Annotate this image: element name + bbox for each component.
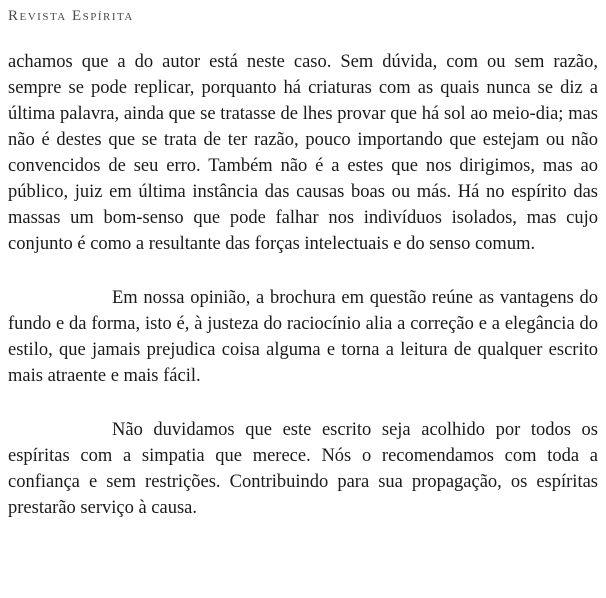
paragraph-2: Em nossa opinião, a brochura em questão reúne as vantagens do fundo e da forma, isto é, à justeza do raciocínio alia a correção e a elegância do estilo, que jamais prejudica coisa alguma e torna a leitura de qualquer escrito mais atraente e mais fácil. xyxy=(8,288,598,386)
paragraph-1: achamos que a do autor está neste caso. Sem dúvida, com ou sem razão, sempre se pode replicar, porquanto há criaturas com as quais nunca se diz a última palavra, ainda que se tratasse de lhes provar que há sol ao meio-dia; mas não é destes que se trata de ter razão, pouco importando que estejam ou não convencidos de seu erro. Também não é a estes que nos dirigimos, mas ao público, juiz em última instância das causas boas ou más. Há no espírito das massas um bom-senso que pode falhar nos indivíduos isolados, mas cujo conjunto é como a resultante das forças intelectuais e do senso comum. xyxy=(8,52,598,254)
body-text xyxy=(8,49,598,521)
running-header: Revista Espírita xyxy=(8,8,134,24)
paragraph-3: Não duvidamos que este escrito seja acolhido por todos os espíritas com a simpatia que merece. Nós o recomendamos com toda a confiança e sem restrições. Contribuindo para sua propagação, os espíritas prestarão serviço à causa. xyxy=(8,420,598,518)
